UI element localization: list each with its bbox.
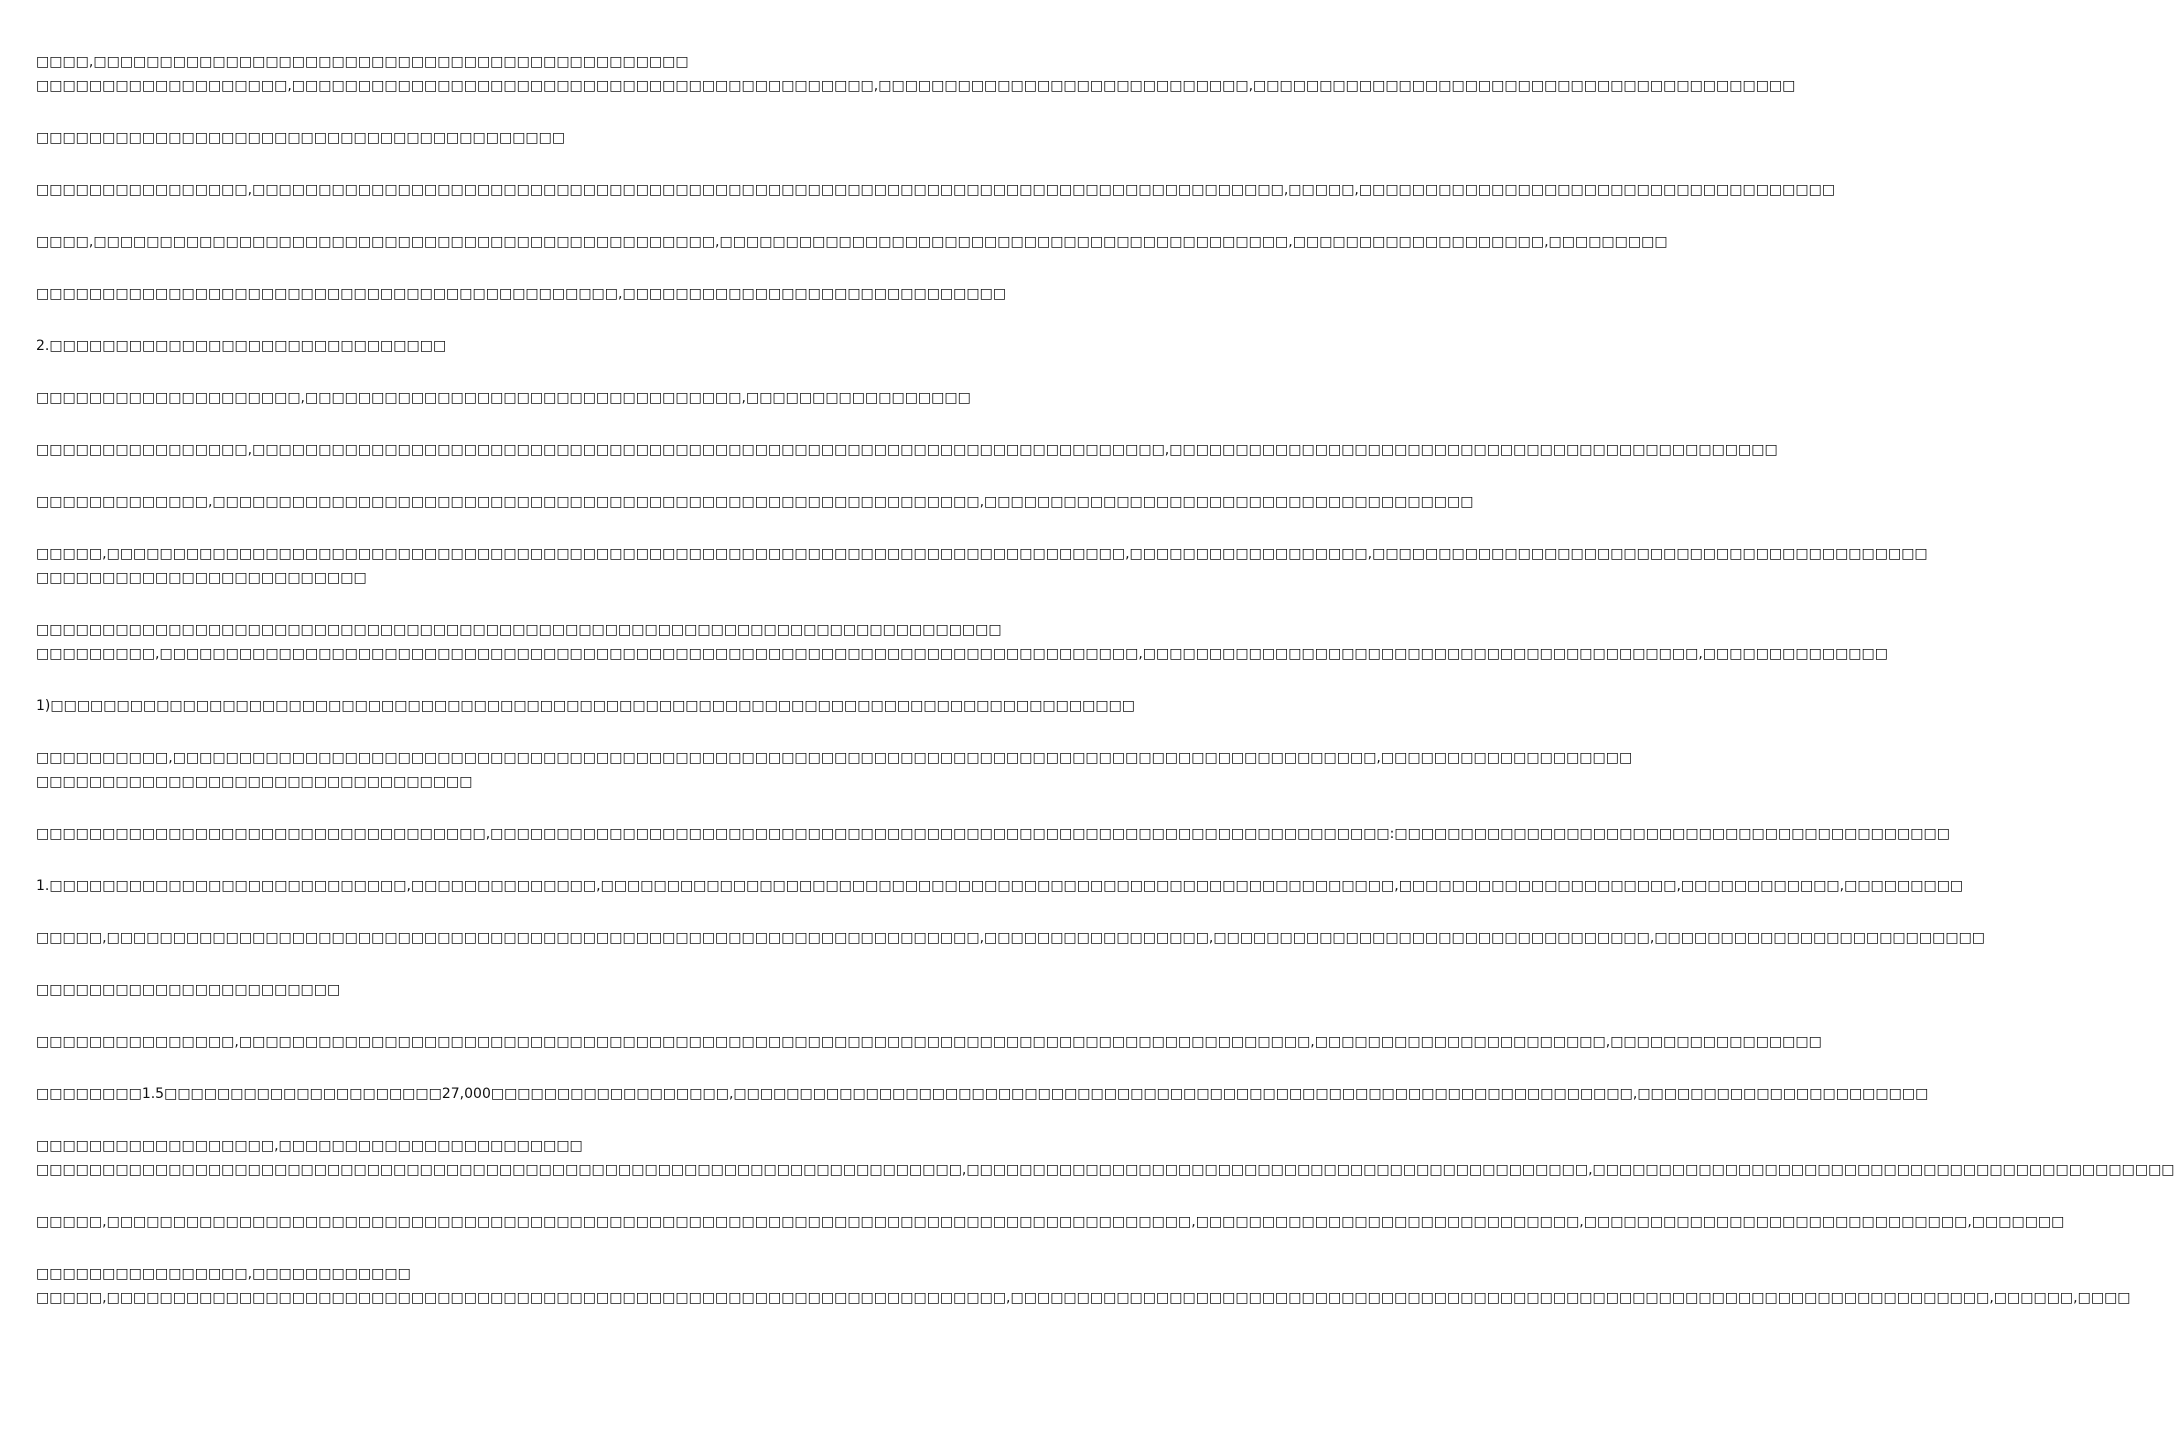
paragraph-line: □□□□□□□□□□□□□□□□□□□□,□□□□□□□□□□□□□□□□□□□□□□□□□□□□□□□□□,□□□□□□□□□□□□□□□□□ [36,390,971,406]
paragraph-11 [36,618,1888,666]
paragraph-line: □□□□□□□□□□□□□□□□□□□□□□□□□□□□□□□□□□□□□□□□□□□□□□□□□□□□□□□□□□□□□□□□□□□□□□,□□□□□□□□□□□□□□□□□□□□□□□□□□□□□□□□□□□□□□□□□□□□□□□,□□□□□□□□□□□□□□□□□□□□□□□□□□□□□□□□□□□□□□□□□□□□ [36,1162,2175,1178]
paragraph-line: 2.□□□□□□□□□□□□□□□□□□□□□□□□□□□□□□ [36,338,447,354]
paragraph-20 [36,1134,2175,1182]
paragraph-line: □□□□□□□□□□□□□□□□□□,□□□□□□□□□□□□□□□□□□□□□□□ [36,1138,583,1154]
paragraph-line: □□□□□□□□□,□□□□□□□□□□□□□□□□□□□□□□□□□□□□□□□□□□□□□□□□□□□□□□□□□□□□□□□□□□□□□□□□□□□□□□□□□□,□□□□□□□□□□□□□□□□□□□□□□□□□□□□□□□□□□□□□□□□□□,□□□□□□□□□□□□□□ [36,646,1888,662]
paragraph-1 [36,50,1796,98]
paragraph-8 [36,438,1778,462]
numbered-item-1 [36,874,1964,898]
paragraph-3 [36,178,1836,202]
paragraph-line: □□□□□□□□□□□□□□□□□□□□□□□□□□□□□□□□□□□□□□□□ [36,130,566,146]
paragraph-21 [36,1210,2065,1234]
paragraph-19 [36,1082,1929,1106]
paragraph-line: □□□□□□□□□□,□□□□□□□□□□□□□□□□□□□□□□□□□□□□□□□□□□□□□□□□□□□□□□□□□□□□□□□□□□□□□□□□□□□□□□□□□□□□□□□□□□□□□□□□□□□,□□□□□□□□□□□□□□□□□□□ [36,750,1633,766]
paragraph-line: □□□□□□□□1.5□□□□□□□□□□□□□□□□□□□□□27,000□□□□□□□□□□□□□□□□□□,□□□□□□□□□□□□□□□□□□□□□□□□□□□□□□□□□□□□□□□□□□□□□□□□□□□□□□□□□□□□□□□□□□□□,□□□□□□□□□□□□□□□□□□□□□□ [36,1086,1929,1102]
paragraph-14 [36,822,1950,846]
paragraph-line: □□□□□,□□□□□□□□□□□□□□□□□□□□□□□□□□□□□□□□□□□□□□□□□□□□□□□□□□□□□□□□□□□□□□□□□□□□□□□□□□□□□,□□□□□□□□□□□□□□□□□□,□□□□□□□□□□□□□□□□□□□□□□□□□□□□□□□□□□□□□□□□□□ [36,546,1928,562]
paragraph-line: □□□□,□□□□□□□□□□□□□□□□□□□□□□□□□□□□□□□□□□□□□□□□□□□□□□□,□□□□□□□□□□□□□□□□□□□□□□□□□□□□□□□□□□□□□□□□□□□,□□□□□□□□□□□□□□□□□□□,□□□□□□□□□ [36,234,1668,250]
paragraph-line: □□□□□□□□□□□□□□□□□□□,□□□□□□□□□□□□□□□□□□□□□□□□□□□□□□□□□□□□□□□□□□□□,□□□□□□□□□□□□□□□□□□□□□□□□□□□□,□□□□□□□□□□□□□□□□□□□□□□□□□□□□□□□□□□□□□□□□□ [36,78,1796,94]
document-body [36,50,2175,1338]
paragraph-line: □□□□□□□□□□□□□□□,□□□□□□□□□□□□□□□□□□□□□□□□□□□□□□□□□□□□□□□□□□□□□□□□□□□□□□□□□□□□□□□□□□□□□□□□□□□□□□□□□,□□□□□□□□□□□□□□□□□□□□□□,□□□□□□□□□□□□□□□□ [36,1034,1822,1050]
paragraph-16 [36,926,1986,950]
paragraph-line: □□□□□□□□□□□□□□□□□□□□□□□□□□□□□□□□□□□□□□□□□□□□,□□□□□□□□□□□□□□□□□□□□□□□□□□□□□ [36,286,1007,302]
paragraph-17 [36,978,990,1002]
paragraph-line: 1.□□□□□□□□□□□□□□□□□□□□□□□□□□□,□□□□□□□□□□□□□□,□□□□□□□□□□□□□□□□□□□□□□□□□□□□□□□□□□□□□□□□□□□□□□□□□□□□□□□□□□□□,□□□□□□□□□□□□□□□□□□□□□,□□□□□□□□□□□□,□□□□□□□□□ [36,878,1964,894]
list-item-1 [36,694,1136,718]
paragraph-7 [36,386,990,410]
paragraph-line: □□□□□,□□□□□□□□□□□□□□□□□□□□□□□□□□□□□□□□□□□□□□□□□□□□□□□□□□□□□□□□□□□□□□□□□□,□□□□□□□□□□□□□□□□□,□□□□□□□□□□□□□□□□□□□□□□□□□□□□□□□□□,□□□□□□□□□□□□□□□□□□□□□□□□□ [36,930,1986,946]
paragraph-18 [36,1030,1822,1054]
paragraph-line: □□□□□□□□□□□□□□□□□□□□□□□□□□□□□□□□□ [36,774,473,790]
section-heading-2 [36,334,990,358]
paragraph-line: 1)□□□□□□□□□□□□□□□□□□□□□□□□□□□□□□□□□□□□□□□□□□□□□□□□□□□□□□□□□□□□□□□□□□□□□□□□□□□□□□□□□□ [36,698,1136,714]
paragraph-5 [36,282,1007,306]
paragraph-4 [36,230,1668,254]
paragraph-line: □□□□□□□□□□□□□□□□,□□□□□□□□□□□□ [36,1266,411,1282]
paragraph-10 [36,542,1928,590]
paragraph-line: □□□□□,□□□□□□□□□□□□□□□□□□□□□□□□□□□□□□□□□□□□□□□□□□□□□□□□□□□□□□□□□□□□□□□□□□□□□□□□□□□□□□□□□□,□□□□□□□□□□□□□□□□□□□□□□□□□□□□□,□□□□□□□□□□□□□□□□□□□□□□□□□□□□□,□□□□□□□ [36,1214,2065,1230]
paragraph-13 [36,746,1633,794]
paragraph-line: □□□□□□□□□□□□□□□□□□□□□□□□□□□□□□□□□□,□□□□□□□□□□□□□□□□□□□□□□□□□□□□□□□□□□□□□□□□□□□□□□□□□□□□□□□□□□□□□□□□□□□□:□□□□□□□□□□□□□□□□□□□□□□□□□□□□□□□□□□□□□□□□□□ [36,826,1950,842]
paragraph-line: □□□□□□□□□□□□□□□□□□□□□□□ [36,982,341,998]
paragraph-line: □□□□□□□□□□□□□□□□□□□□□□□□□ [36,570,367,586]
paragraph-line: □□□□□,□□□□□□□□□□□□□□□□□□□□□□□□□□□□□□□□□□□□□□□□□□□□□□□□□□□□□□□□□□□□□□□□□□□□,□□□□□□□□□□□□□□□□□□□□□□□□□□□□□□□□□□□□□□□□□□□□□□□□□□□□□□□□□□□□□□□□□□□□□□□□□□,□□□□□□,□□□□ [36,1290,2131,1306]
paragraph-22 [36,1262,2131,1310]
paragraph-line: □□□□□□□□□□□□□□□□□□□□□□□□□□□□□□□□□□□□□□□□□□□□□□□□□□□□□□□□□□□□□□□□□□□□□□□□□ [36,622,1002,638]
paragraph-line: □□□□,□□□□□□□□□□□□□□□□□□□□□□□□□□□□□□□□□□□□□□□□□□□□□ [36,54,689,70]
paragraph-line: □□□□□□□□□□□□□□□□,□□□□□□□□□□□□□□□□□□□□□□□□□□□□□□□□□□□□□□□□□□□□□□□□□□□□□□□□□□□□□□□□□□□□□□□□□□□□□□,□□□□□,□□□□□□□□□□□□□□□□□□□□□□□□□□□□□□□□□□□□ [36,182,1836,198]
paragraph-2 [36,126,990,150]
paragraph-9 [36,490,1474,514]
paragraph-line: □□□□□□□□□□□□□□□□,□□□□□□□□□□□□□□□□□□□□□□□□□□□□□□□□□□□□□□□□□□□□□□□□□□□□□□□□□□□□□□□□□□□□□,□□□□□□□□□□□□□□□□□□□□□□□□□□□□□□□□□□□□□□□□□□□□□□ [36,442,1778,458]
paragraph-line: □□□□□□□□□□□□□,□□□□□□□□□□□□□□□□□□□□□□□□□□□□□□□□□□□□□□□□□□□□□□□□□□□□□□□□□□,□□□□□□□□□□□□□□□□□□□□□□□□□□□□□□□□□□□□□ [36,494,1474,510]
